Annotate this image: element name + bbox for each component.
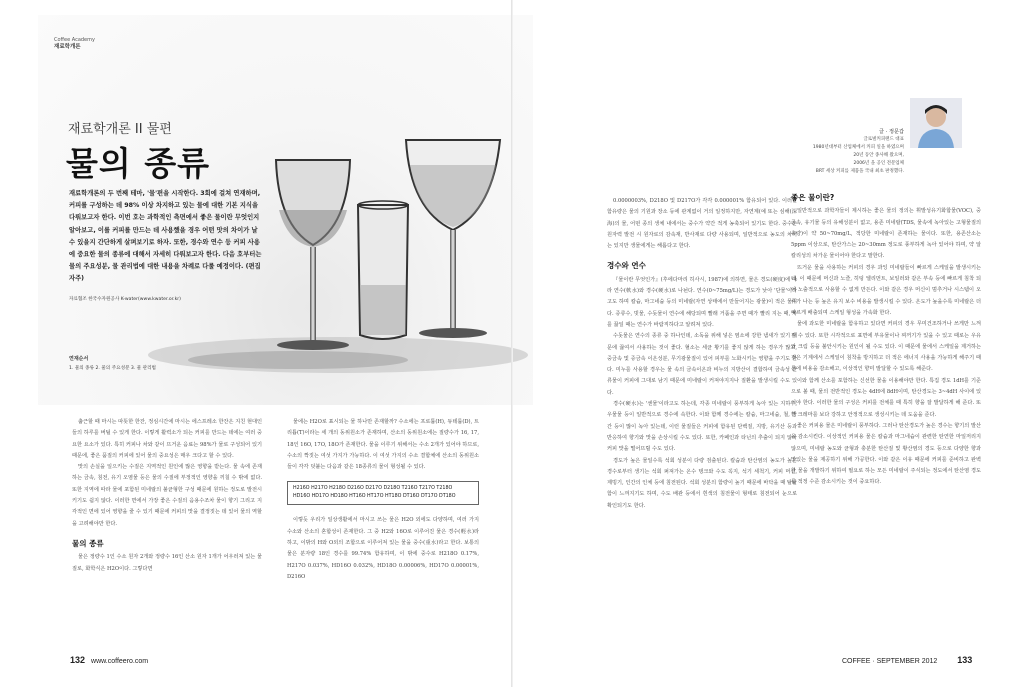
body-column-4 <box>791 192 981 489</box>
paragraph: 일반적으로 과학자들이 제시하는 좋은 물의 정의는 휘발성유기화합물(VOC), 중금속, 유기물 등의 유해성분이 없고, 용존 미네랄(TDS, 물속에 녹아있는 고형물질의 총량)이 약 50~70mg/L, 적당한 미네랄이 존재하는 물이다. 또한, 용존산소는 5ppm 이상으로, 탄산가스는 20~30mm 정도로 풍부하게 녹아 있어야 하며, 약 알칼리성의 차가운 물이어야 한다고 말한다. <box>791 208 981 260</box>
paragraph: 좋은 커피용 물은 미네랄이 풍부하다. 그러나 탄산경도가 높은 경수는 향기의 발산을 감소시킨다. 이상적인 커피용 물은 칼슘과 마그네슘이 관련한 탄연한 마일저리지 않으며, 미네랄 농도와 균형과 충분한 탄산질 및 황산염의 경도 등으로 다양한 향과 맛있는 물을 제공하기 위해 가공한다. 이와 같은 이유 때문에 커피를 준비하고 완벽한 물을 개발하기 위하여 필요로 하는 모든 미네랄이 주식되는 정도에서 탄산염 경도를 적정 수준 감소시키는 것이 중요하다. <box>791 422 981 486</box>
author-photo <box>910 98 962 148</box>
body-column-2 <box>287 417 479 583</box>
page-number: 132 <box>70 655 86 665</box>
paragraph: 물에 과도한 미네랄을 함유하고 있다면 커피의 경우 무미건조하거나 쓰게만 느껴질 수 있다. 또한 시각적으로 표면에 부유물이나 찌꺼기가 있을 수 있고 때로는 우유와 크림 등을 불안시키는 원인이 될 수도 있다. 이 때문에 물에서 스케일을 제거하는 것은 기계에서 스케일이 침착을 방지하고 더 적은 에너지 사용을 가능하게 해주기 때문에 비용을 감소해고, 이상적인 향미 발달할 수 있도록 해준다. <box>791 321 981 373</box>
paragraph: 경수(硬水)는 '센물'이라고도 하는데, 각종 미네랄이 풍부하게 녹아 있는 지하수, 우물물 등이 일반적으로 경수에 속한다. 이와 함께 경수에는 칼슘, 마그네슘, 철, 망간 등이 많이 녹아 있는데, 이런 물질들은 커피에 함유된 단백질, 지방, 유기산 등과 반응하여 향기와 맛을 손상시킬 수도 있다. 또한, 카페인과 타닌의 추출이 되지 않아 커피 맛을 떨어뜨릴 수도 있다. <box>607 401 797 453</box>
series-toc <box>69 354 156 374</box>
lead-paragraph: 재료학개론의 두 번째 테마, '물'편을 시작한다. 3회에 걸쳐 연재하며, 커피를 구성하는 데 98% 이상 차지하고 있는 물에 대한 기본 지식을 다뤄보고자 한다. 이번 호는 과학적인 측면에서 좋은 물이란 무엇인지 알아보고, 이를 커피를 만드는 데 사용했을 경우 어떤 맛의 차이가 날 수 있을지 간단하게 살펴보기로 하자. 또한, 경수와 연수 등 커피 사용에 중요한 물의 종류에 대해서 자세히 다뤄보고자 한다. 다음 호부터는 물의 주요성분, 물 관리법에 대한 내용을 차례로 다룰 예정이다. (편집자주) <box>69 190 262 283</box>
paragraph: 『물이란 무엇인가』(후에다마리 히사시, 1987)에 의하면, 물은 경도(硬度)에 따라 연수(軟水)와 경수(硬水)로 나뉜다. 연수(0~75mg/L)는 경도가 낮아 '단물'이라고도 하며 칼슘, 마그네슘 등의 미네랄(자연 상태에서 만들어지는 광물)이 적은 물이다. 증류수, 빗물, 수돗물이 연수에 해당되며 빨래 거품을 주면 때가 빨리 지는 때, 차를 끓일 때는 연수가 바람직하다고 알려져 있다. <box>607 276 797 328</box>
magazine-issue: COFFEE · SEPTEMBER 2012 <box>842 658 938 665</box>
section-heading: 경수와 연수 <box>607 261 646 271</box>
section-heading: 물의 종류 <box>72 538 104 548</box>
left-folio <box>70 655 148 665</box>
paragraph: 수돗물은 연수의 종류 중 하나인데, 소독을 위해 넣은 염소에 강한 냄새가 있기 때문에 끓여서 사용하는 것이 좋다. 혈소는 세균 황기를 좋지 않게 하는 경우가 많고, 중금속 및 증금속 이온성분, 무기광물질이 있어 피부를 노화시키는 영향을 주기도 한다. 미누를 사용할 경우는 물 속의 금속이온과 비누의 지방산이 결합하여 금속성 찬류물이 커피에 그대로 남기 때문에 미네랄이 커져야지지나 질환을 발생시킬 수도 있다. <box>607 333 797 396</box>
right-folio <box>842 655 972 665</box>
author-bio-line: 20년 동안 종사해 왔으며, <box>853 153 904 158</box>
author-bio-line: 글로벌커피랜드 대표 <box>863 137 904 142</box>
formula-line: H216O H217O H218O D216O D217O D218O T216O T217O T218O <box>293 486 453 492</box>
body-column-3 <box>607 196 797 512</box>
section-heading: 좋은 물이란? <box>791 193 835 202</box>
article-subtitle: 재료학개론 II 물편 <box>68 122 172 137</box>
toc-heading: 연재순서 <box>69 356 89 362</box>
author-name: 글 · 정문갑 <box>879 129 904 135</box>
paragraph: 춥근할 때 마시는 따뜻한 한잔, 정심시간에 마시는 에스프레소 한잔은 지친 현대인들의 하루를 버틸 수 있게 한다. 이렇게 활력소가 되는 커피를 만드는 데에는 여러 중요한 요소가 있다. 특히 커피나 차와 같이 뜨거운 음료는 98%가 물로 구성되어 있기 때문에, 좋은 품질의 커피에 있어 물의 중요성은 매우 크다고 할 수 있다. <box>72 419 262 459</box>
paragraph: 0.0000003%, D218O 및 D217O가 각각 0.000001% 함유되어 있다. 이러한 함유량은 물의 기원과 장소 등에 관계없이 거의 일정하지만, 자연계(예 또는 심해(深海)의 물, 어떤 종의 생체 내에서는 중수가 약간 적게 농축되어 있기도 한다. 중수는 원자력 발전 시 원자로의 감속재, 반사재로 다량 사용되며, 일반적으로 농도의 차이는 있지만 생물에게는 해롭다고 한다. <box>607 198 797 250</box>
isotope-formula-box <box>287 481 479 505</box>
paragraph: 이와 함께 산소를 포함하는 신선한 물을 이용해야만 한다. 특집 경도 1dH를 기준으로 볼 때, 물의 전반적인 경도는 4dH에 8dH이며, 탄산경도는 3~4dH 사이에 있어야 한다. 이러한 물의 구성은 커피를 전체를 때 특히 향을 잘 발달하게 해 준다. 또한 크레마를 보다 강하고 안정적으로 생성시키는 데 도움을 준다. <box>791 377 981 418</box>
author-box <box>790 128 904 176</box>
paragraph: 물에는 H2O로 표시되는 물 하나만 존재할까? 수소에는 프로튬(H), 듀테륨(D), 트리튬(T)이라는 세 개의 동위원소가 존재하며, 산소의 동위원소에는 질량수가 16, 17, 18인 16O, 17O, 18O가 존재한다. 물을 이루기 위해서는 수소 2개가 있어야 하므로, 수소의 짝짓는 여섯 가지가 가능하다. 이 여섯 가지의 수소 결합체에 산소의 동위원소들이 각각 덧붙는 다음과 같은 18종류의 물이 형성될 수 있다. <box>287 419 479 471</box>
website: www.coffeero.com <box>91 658 149 665</box>
toc-items: 1. 물의 종류 2. 물의 주요성분 3. 물 관리법 <box>69 366 156 371</box>
paragraph: 경도가 높은 물일수록 석회 성분이 다량 검출된다. 칼슘과 탄산염의 농도가 높은 경수로부터 생기는 석회 퍼져가는 온수 탱크와 수도 꼭지, 석기 세척기, 커피 머신, 제빙기, 인간의 인체 등에 침전된다. 석회 성분의 함량이 높기 때문에 바닥을 때 탈탈함이 느껴지기도 하며, 수도 배관 등에서 흰색의 침전물이 형태로 침전되어 눈으로 확인되기도 한다. <box>607 457 797 509</box>
section-header <box>54 37 95 51</box>
paragraph: 물은 정량수 1인 수소 원자 2개와 정량수 16인 산소 원자 1개가 어우러져 있는 물질로, 화학식은 H2O이다. 그렇다면 <box>72 554 262 572</box>
page-number: 133 <box>957 655 973 665</box>
paragraph: 이렇듯 우리가 일상생활에서 마시고 쓰는 물은 H2O 외에도 다양하며, 여러 가지 수소와 산소의 혼합성이 존재한다. 그 중 H2와 16O로 이루어진 물은 경수(輕水)라 하고, 이밖의 H와 O외의 조합으로 이루어져 있는 물을 중수(重水)라고 한다. 보통의 물은 분자량 18인 경수를 99.74% 함유하며, 이 밖에 중수로 H218O 0.17%, H217O 0.037%, HD16O 0.032%, HD18O 0.00006%, HD17O 0.00001%, D216O <box>287 517 479 580</box>
author-bio-line: BRT 세상 커피를 제품을 국내 최초 판정했다. <box>815 169 904 174</box>
source-credit: 자료협조 한국수자원공사 K-water(www.kwater.or.kr) <box>69 297 181 302</box>
author-bio-line: 2006년 을 공인 전문업체 <box>853 161 904 166</box>
formula-line: HD16O HD17O HD18O HT16O HT17O HT18O DT16O DT17O DT18O <box>293 494 456 500</box>
section-label: 재료학개론 <box>54 44 81 50</box>
author-bio-line: 1980년대부터 산업체에서 커피 일을 하였으며 <box>812 145 904 150</box>
paragraph: 맛의 손실을 일으키는 수질은 지역적인 원인에 많은 영향을 받는다. 물 속에 존재하는 금속, 침전, 유기 오염물 등은 물의 수질에 부정적인 영향을 끼칠 수 밖에 없다. 또한 지역에 따라 물에 포함된 미네랄의 불균형한 구성 때문에 원하는 정도로 발전시키기도 쉽지 않다. 이러한 면에서 가장 좋은 수질의 음용수조차 물이 향기 그리고 지각적인 면에 있어 영향을 줄 수 있기 때문에 커피의 맛을 결정짓는 데 있어 물의 역할을 고려해야만 한다. <box>72 464 262 527</box>
body-column-1 <box>72 417 262 575</box>
article-title: 물의 종류 <box>66 144 211 183</box>
paragraph: 뜨거운 물을 사용하는 커피의 경우 과잉 미네랄들이 빠르게 스케일을 발생시키는데, 이 때문에 머신과 노즐, 히팅 엘리먼트, 보일러와 같은 부속 등에 빠르게 침착 되어 노출적으로 사용할 수 없게 만든다. 이와 같은 경우 머신이 멈추거나 시스템이 오류가 나는 등 높은 유지 보수 비용을 발생시킬 수 있다. 온도가 높을수록 미네랄은 더 빠르게 배출되며 스케일 형성을 가속화 한다. <box>791 264 981 316</box>
author-portrait-icon <box>910 98 962 148</box>
brand-label: Coffee Academy <box>54 37 95 43</box>
